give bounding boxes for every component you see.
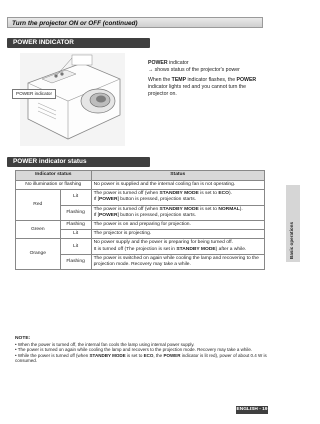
status-text: ) after a while.: [215, 246, 247, 252]
note-text: is set to: [125, 352, 144, 358]
status-text: No power supply and the power is preparing for being turned off.: [93, 240, 233, 246]
status-text: If [: [93, 212, 99, 218]
table-row: [16, 239, 265, 254]
side-tab-label: Basic operations: [289, 221, 294, 259]
table-row: [16, 181, 265, 190]
power-indicator-status-table: [15, 170, 265, 270]
status-text: The power is turned off (when: [93, 191, 160, 197]
footer-page: 19: [262, 407, 268, 412]
power-indicator-description: [148, 60, 266, 98]
projector-image: [20, 53, 125, 146]
status-text: STANDBY MODE: [159, 206, 199, 212]
cell-orange: Orange: [16, 239, 61, 270]
table-row: [16, 221, 265, 230]
status-text: ] button is pressed, projection starts.: [117, 212, 197, 218]
cell-red-lit-status: [91, 190, 264, 205]
section-title-power-indicator: POWER INDICATOR: [7, 38, 150, 48]
page-number: [236, 406, 268, 414]
status-text: It is turned off (The projection is set in: [93, 246, 177, 252]
status-text: ).: [239, 206, 243, 212]
status-text: STANDBY MODE: [159, 191, 199, 197]
note-item: • When the power is turned off, the internal fan cools the lamp using internal power supply.: [15, 341, 195, 347]
notes-section: [15, 336, 267, 364]
page-header-title: Turn the projector ON or OFF (continued): [7, 17, 263, 28]
note-text: ECO: [143, 352, 154, 358]
footer-sep: -: [257, 407, 263, 412]
status-text: is set to: [198, 206, 219, 212]
col-header-indicator-status: Indicator status: [16, 171, 92, 181]
notes-title: NOTE:: [15, 336, 31, 341]
section-title-power-indicator-status: POWER indicator status: [7, 157, 150, 167]
desc-temp: TEMP: [171, 77, 187, 83]
desc-shows-status: → shows status of the projector's power: [148, 67, 240, 73]
status-text: ).: [228, 191, 232, 197]
cell-flashing: Flashing: [60, 205, 91, 220]
status-text: POWER: [99, 197, 118, 203]
note-text: POWER: [163, 352, 181, 358]
cell-green-lit-status: The projector is projecting.: [91, 230, 264, 239]
note-text: , the: [153, 352, 164, 358]
note-text: indicator is lit red), power of about 0.4 W is consumed.: [15, 352, 267, 364]
note-text: When the power is turned off, the internal fan cools the lamp using internal power supply.: [17, 341, 195, 347]
status-text: ECO: [218, 191, 229, 197]
cell-red: Red: [16, 190, 61, 221]
table-header-row: [16, 171, 265, 181]
desc-text: indicator flashes, the: [186, 77, 237, 83]
projector-illustration: [20, 53, 125, 146]
desc-text: When the: [148, 77, 172, 83]
status-text: ] button is pressed, projection starts.: [117, 197, 197, 203]
power-indicator-callout: POWER indicator: [12, 89, 56, 99]
status-text: If [: [93, 197, 99, 203]
cell-no-illumination: No illumination or flashing: [16, 181, 92, 190]
table-row: [16, 190, 265, 205]
status-text: STANDBY MODE: [176, 246, 216, 252]
note-text: STANDBY MODE: [89, 352, 126, 358]
cell-no-power: No power is supplied and the internal cooling fan is not operating.: [91, 181, 264, 190]
cell-lit: Lit: [60, 190, 91, 205]
status-text: is set to: [198, 191, 219, 197]
desc-text: indicator lights red and you cannot turn the projector on.: [148, 84, 247, 97]
side-tab-basic-operations: [286, 185, 300, 262]
cell-green-flashing-status: The power is on and preparing for projection.: [91, 221, 264, 230]
status-text: POWER: [99, 212, 118, 218]
desc-indicator-label: indicator: [167, 60, 189, 66]
cell-flashing: Flashing: [60, 221, 91, 230]
cell-orange-flashing-status: The power is switched on again while cooling the lamp and recovering to the projection mode. Recovery may take a while.: [91, 254, 264, 269]
cell-lit: Lit: [60, 239, 91, 254]
cell-green: Green: [16, 221, 61, 239]
cell-lit: Lit: [60, 230, 91, 239]
col-header-status: Status: [91, 171, 264, 181]
status-text: NORMAL: [218, 206, 240, 212]
desc-power: POWER: [236, 77, 257, 83]
footer-lang: ENGLISH: [236, 407, 258, 412]
cell-flashing: Flashing: [60, 254, 91, 269]
note-text: The power is turned on again while cooling the lamp and recovers to the projection mode. Recovery may take a while.: [17, 347, 253, 353]
note-item: • The power is turned on again while cooling the lamp and recovers to the projection mode. Recovery may take a while.: [15, 347, 253, 353]
note-item: • While the power is turned off (when STANDBY MODE is set to ECO, the POWER indicator is lit red), power of about 0.4 W is consumed.: [15, 352, 267, 364]
note-text: While the power is turned off (when: [17, 352, 90, 358]
status-text: The power is turned off (when: [93, 206, 160, 212]
desc-power-label: POWER: [148, 60, 168, 66]
cell-red-flashing-status: [91, 205, 264, 220]
cell-orange-lit-status: [91, 239, 264, 254]
